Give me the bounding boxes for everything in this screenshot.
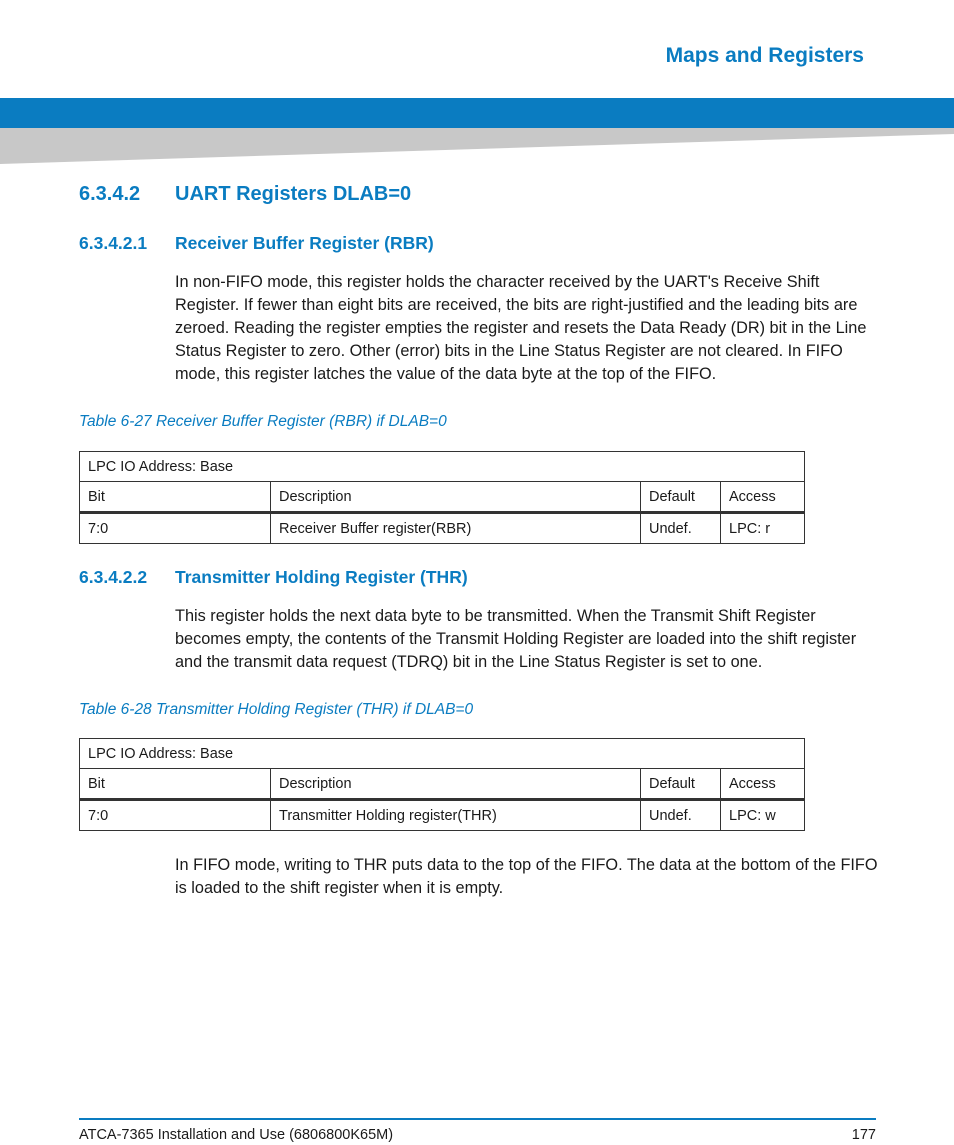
running-header-title: Maps and Registers [656, 42, 872, 72]
header-blue-band [0, 98, 954, 128]
table-header-cell: Bit [80, 482, 271, 513]
section-number: 6.3.4.2 [79, 183, 141, 205]
table-address-cell: LPC IO Address: Base [80, 739, 805, 769]
rbr-number: 6.3.4.2.1 [79, 233, 148, 253]
section-title: UART Registers DLAB=0 [175, 183, 412, 205]
table-row [80, 800, 805, 831]
table-address-cell: LPC IO Address: Base [80, 452, 805, 482]
table-header-cell: Default [641, 769, 721, 800]
footer-page-number: 177 [851, 1127, 876, 1143]
rbr-title: Receiver Buffer Register (RBR) [175, 233, 434, 253]
footer-rule [79, 1118, 876, 1120]
footer-document-title: ATCA-7365 Installation and Use (6806800K65M) [79, 1127, 394, 1143]
thr-paragraph-after: In FIFO mode, writing to THR puts data to the top of the FIFO. The data at the bottom of the FIFO is loaded to the shift register when it is empty. [175, 856, 878, 897]
table-cell: Undef. [641, 800, 721, 831]
rbr-table-caption: Table 6-27 Receiver Buffer Register (RBR) if DLAB=0 [79, 413, 447, 430]
table-header-row [80, 769, 805, 800]
thr-paragraph: This register holds the next data byte to be transmitted. When the Transmit Shift Register becomes empty, the contents of the Transmit Holding Register are loaded into the shift register and the transmit data request (TDRQ) bit in the Line Status Register is set to one. [175, 607, 857, 671]
section-heading [79, 183, 411, 206]
thr-table-caption: Table 6-28 Transmitter Holding Register (THR) if DLAB=0 [79, 701, 474, 718]
table-cell: LPC: w [721, 800, 805, 831]
thr-title: Transmitter Holding Register (THR) [175, 567, 468, 587]
table-cell: Undef. [641, 513, 721, 544]
thr-number: 6.3.4.2.2 [79, 567, 148, 587]
table-address-row [80, 452, 805, 482]
rbr-register-table [79, 451, 805, 544]
table-header-cell: Bit [80, 769, 271, 800]
table-cell: 7:0 [80, 800, 271, 831]
rbr-heading [79, 233, 434, 254]
table-header-cell: Access [721, 769, 805, 800]
rbr-paragraph: In non-FIFO mode, this register holds the character received by the UART's Receive Shift Register. If fewer than eight bits are received, the bits are right-justified and the leading bits are zeroed. Reading the register empties the register and resets the Data Ready (DR) bit in the Line Status Register to zero. Other (error) bits in the Line Status Register are not cleared. In FIFO mode, this register latches the value of the data byte at the top of the FIFO. [175, 273, 867, 383]
table-header-cell: Access [721, 482, 805, 513]
table-header-cell: Description [271, 769, 641, 800]
table-header-row [80, 482, 805, 513]
table-address-row [80, 739, 805, 769]
table-cell: Receiver Buffer register(RBR) [271, 513, 641, 544]
table-cell: LPC: r [721, 513, 805, 544]
table-row [80, 513, 805, 544]
table-header-cell: Description [271, 482, 641, 513]
thr-heading [79, 567, 468, 588]
table-cell: 7:0 [80, 513, 271, 544]
table-header-cell: Default [641, 482, 721, 513]
table-cell: Transmitter Holding register(THR) [271, 800, 641, 831]
header-gray-wedge [0, 128, 954, 164]
thr-register-table [79, 738, 805, 831]
